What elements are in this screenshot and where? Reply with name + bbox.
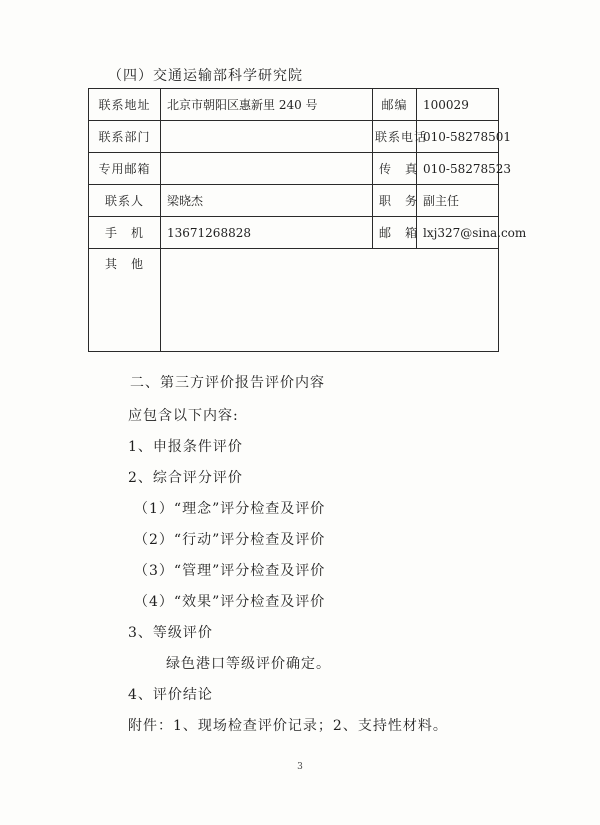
table-row-address (89, 89, 499, 121)
mobile-value: 13671268828 (161, 217, 373, 249)
list-item: 1、申报条件评价 (128, 439, 243, 455)
section-heading: 二、第三方评价报告评价内容 (130, 375, 325, 391)
position-value: 副主任 (417, 185, 499, 217)
phone-label: 联系电话 (373, 121, 417, 153)
list-item-detail: 绿色港口等级评价确定。 (166, 656, 331, 672)
table-row-other (89, 249, 499, 352)
list-item: 3、等级评价 (128, 625, 213, 641)
list-item: （1）“理念”评分检查及评价 (134, 501, 326, 517)
address-value: 北京市朝阳区惠新里 240 号 (161, 89, 373, 121)
department-label: 联系部门 (89, 121, 161, 153)
fax-label: 传 真 (373, 153, 417, 185)
contact-table (88, 88, 527, 352)
email-box-label: 专用邮箱 (89, 153, 161, 185)
other-value (161, 249, 499, 352)
mail-value: lxj327@sina.com (417, 217, 499, 249)
table-row-department (89, 121, 499, 153)
page-number: 3 (297, 762, 303, 772)
list-item: 2、综合评分评价 (128, 470, 243, 486)
list-item: （4）“效果”评分检查及评价 (134, 594, 326, 610)
postcode-label: 邮编 (373, 89, 417, 121)
list-item: （2）“行动”评分检查及评价 (134, 532, 326, 548)
department-value (161, 121, 373, 153)
list-item: （3）“管理”评分检查及评价 (134, 563, 326, 579)
section-title: （四）交通运输部科学研究院 (108, 68, 303, 84)
other-label: 其 他 (89, 249, 161, 352)
table-row-email-box (89, 153, 499, 185)
email-box-value (161, 153, 373, 185)
postcode-value: 100029 (417, 89, 499, 121)
address-label: 联系地址 (89, 89, 161, 121)
position-label: 职 务 (373, 185, 417, 217)
table-row-mobile (89, 217, 499, 249)
attachment-line: 附件：1、现场检查评价记录；2、支持性材料。 (128, 718, 448, 734)
table-row-contact-person (89, 185, 499, 217)
mobile-label: 手 机 (89, 217, 161, 249)
fax-value: 010-58278523 (417, 153, 499, 185)
phone-value: 010-58278501 (417, 121, 499, 153)
contact-person-label: 联系人 (89, 185, 161, 217)
intro-line: 应包含以下内容: (128, 408, 239, 424)
mail-label: 邮 箱 (373, 217, 417, 249)
list-item: 4、评价结论 (128, 687, 213, 703)
contact-person-value: 梁晓杰 (161, 185, 373, 217)
